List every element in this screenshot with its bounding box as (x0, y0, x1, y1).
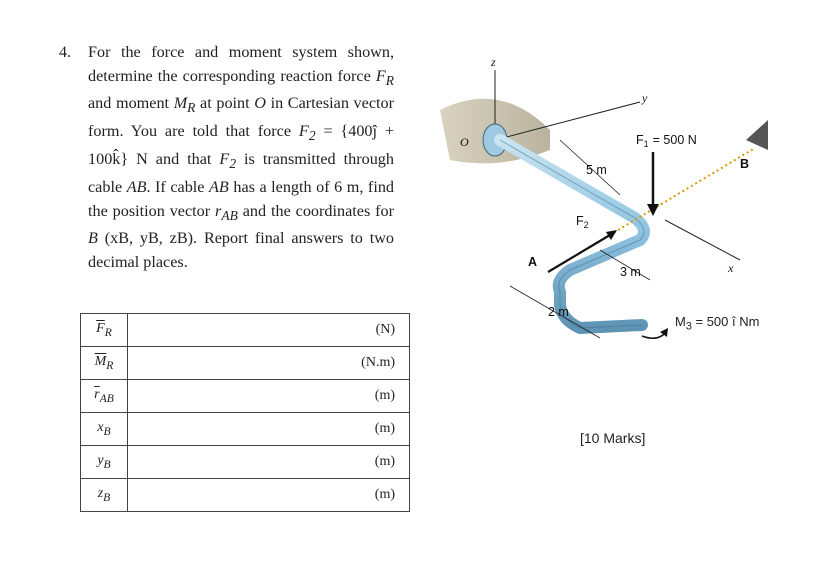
dim-5m: 5 m (586, 163, 607, 177)
answer-symbol: $y_B$ (81, 446, 128, 479)
dim-2m: 2 m (548, 305, 569, 319)
pipe (500, 140, 644, 328)
answer-unit[interactable]: (m) (128, 380, 410, 413)
f2-label: $F_2$ (576, 214, 589, 230)
answer-row (81, 380, 410, 413)
y-axis-label: y (642, 91, 648, 105)
origin-label: O (460, 135, 469, 149)
dim-3m: 3 m (620, 265, 641, 279)
x-axis-label: x (728, 261, 734, 275)
z-axis-label: z (491, 55, 496, 69)
point-b-label: B (740, 157, 750, 171)
answer-table (80, 313, 410, 512)
answer-symbol: $x_B$ (81, 413, 128, 446)
answer-symbol: $\overline{M}_R$ (81, 347, 128, 380)
question-number: 4. (59, 44, 71, 61)
question-text: For the force and moment system shown, determine the corresponding reaction force $F_R$ and moment $M_R$ at point O in Cartesian vector form. You are told that force $F_2$ = {400ĵ + 100k̂} N and that $F_2$ is transmitted through cable AB. If cable AB has a length of 6 m, find the position vector $r_{AB}$ and the coordinates for B (xB, yB, zB). Report final answers to two decimal places. (88, 43, 395, 271)
answer-symbol: $z_B$ (81, 479, 128, 512)
answer-unit[interactable]: (m) (128, 413, 410, 446)
answer-symbol: $\overline{F}_R$ (81, 314, 128, 347)
answer-unit[interactable]: (N) (128, 314, 410, 347)
answer-unit[interactable]: (m) (128, 479, 410, 512)
point-a-label: A (528, 255, 538, 269)
f1-label: $F_1 = 500$ N (636, 133, 697, 149)
m3-label: $M_3 = 500$ î Nm (675, 314, 760, 333)
marks-label: [10 Marks] (580, 430, 646, 446)
answer-unit[interactable]: (m) (128, 446, 410, 479)
answer-row (81, 314, 410, 347)
pipe-figure (410, 40, 820, 400)
answer-row (81, 413, 410, 446)
fr-symbol: $F_R$ (375, 66, 394, 88)
answer-row (81, 446, 410, 479)
mr-symbol: $M_R$ (173, 94, 196, 116)
x-axis (665, 220, 740, 260)
answer-row (81, 479, 410, 512)
answer-unit[interactable]: (N.m) (128, 347, 410, 380)
answer-symbol: $\overline{r}_{AB}$ (81, 380, 128, 413)
support-b (746, 120, 768, 150)
answer-row (81, 347, 410, 380)
